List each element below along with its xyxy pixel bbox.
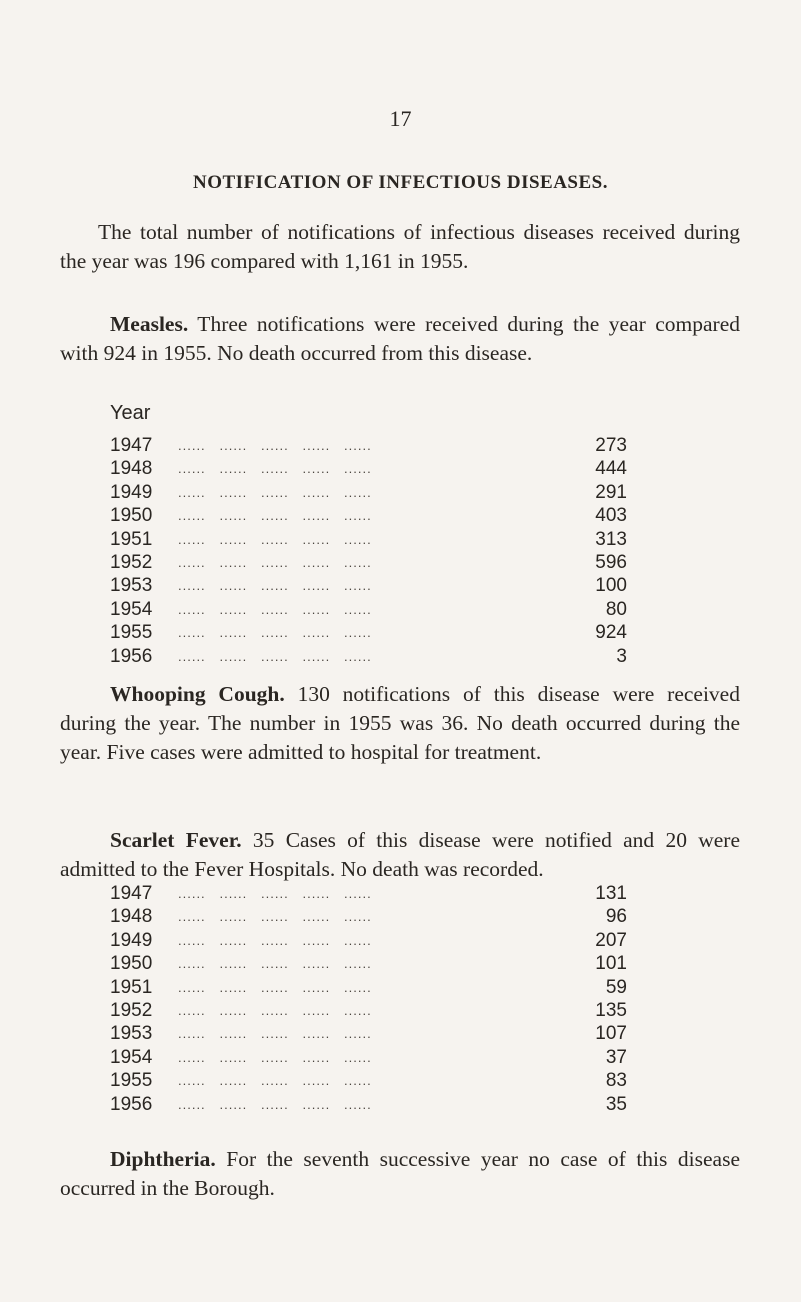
measles-paragraph	[60, 310, 740, 368]
table-row	[110, 1046, 627, 1069]
count-cell: 291	[595, 481, 627, 503]
count-cell: 207	[595, 929, 627, 951]
diphtheria-text: For the seventh successive year no case of this disease occurred in the Borough.	[60, 1147, 740, 1200]
dot-leader: ...... ...... ...... ...... ......	[178, 1096, 372, 1112]
year-cell: 1948	[110, 458, 153, 480]
count-cell: 59	[605, 976, 627, 998]
count-cell: 131	[595, 883, 627, 904]
table-row	[110, 434, 627, 457]
year-cell: 1956	[110, 1093, 153, 1115]
scarlet-fever-text: 35 Cases of this disease were notified and 20 were admitted to the Fever Hospitals. No death was recorded.	[60, 828, 740, 881]
year-cell: 1947	[110, 435, 153, 456]
count-cell: 403	[595, 505, 627, 527]
table-row	[110, 952, 627, 975]
diphtheria-lead: Diphtheria.	[110, 1147, 216, 1171]
dot-leader: ...... ...... ...... ...... ......	[178, 1073, 372, 1089]
table-row	[110, 528, 627, 551]
year-cell: 1954	[110, 598, 153, 620]
dot-leader: ...... ...... ...... ...... ......	[178, 578, 372, 594]
count-cell: 273	[595, 435, 627, 456]
year-cell: 1954	[110, 1046, 153, 1068]
dot-leader: ...... ...... ...... ...... ......	[178, 484, 372, 500]
count-cell: 100	[595, 575, 627, 597]
table-row	[110, 976, 627, 999]
dot-leader: ...... ...... ...... ...... ......	[178, 438, 372, 453]
dot-leader: ...... ...... ...... ...... ......	[178, 932, 372, 948]
year-cell: 1956	[110, 645, 153, 667]
count-cell: 83	[605, 1070, 627, 1092]
dot-leader: ...... ...... ...... ...... ......	[178, 979, 372, 995]
count-cell: 444	[595, 458, 627, 480]
dot-leader: ...... ...... ...... ...... ......	[178, 625, 372, 641]
measles-table	[110, 434, 627, 668]
year-cell: 1951	[110, 976, 153, 998]
year-cell: 1951	[110, 528, 153, 550]
table-row	[110, 882, 627, 905]
dot-leader: ...... ...... ...... ...... ......	[178, 648, 372, 664]
table-row	[110, 457, 627, 480]
year-cell: 1953	[110, 575, 153, 597]
year-column-heading: Year	[110, 402, 151, 424]
year-cell: 1955	[110, 1070, 153, 1092]
table-row	[110, 905, 627, 928]
dot-leader: ...... ...... ...... ...... ......	[178, 886, 372, 901]
table-row	[110, 1022, 627, 1045]
dot-leader: ...... ...... ...... ...... ......	[178, 1002, 372, 1018]
measles-lead: Measles.	[110, 312, 189, 336]
count-cell: 101	[595, 953, 627, 975]
year-cell: 1948	[110, 906, 153, 928]
count-cell: 313	[595, 528, 627, 550]
diphtheria-paragraph	[60, 1145, 740, 1203]
table-row	[110, 999, 627, 1022]
year-cell: 1952	[110, 551, 153, 573]
dot-leader: ...... ...... ...... ...... ......	[178, 909, 372, 925]
table-row	[110, 504, 627, 527]
dot-leader: ...... ...... ...... ...... ......	[178, 956, 372, 972]
year-cell: 1950	[110, 953, 153, 975]
year-cell: 1949	[110, 481, 153, 503]
count-cell: 37	[605, 1046, 627, 1068]
dot-leader: ...... ...... ...... ...... ......	[178, 1049, 372, 1065]
table-row	[110, 929, 627, 952]
year-cell: 1953	[110, 1023, 153, 1045]
year-cell: 1949	[110, 929, 153, 951]
count-cell: 80	[605, 598, 627, 620]
table-row	[110, 621, 627, 644]
page-title: NOTIFICATION OF INFECTIOUS DISEASES.	[193, 172, 608, 193]
count-cell: 135	[595, 999, 627, 1021]
count-cell: 107	[595, 1023, 627, 1045]
whooping-cough-text: 130 notifications of this disease were received during the year. The number in 1955 was 36. No death occurred during the year. Five cases were admitted to hospital for treatment.	[60, 682, 740, 764]
table-row	[110, 574, 627, 597]
table-row	[110, 481, 627, 504]
count-cell: 3	[616, 645, 627, 667]
dot-leader: ...... ...... ...... ...... ......	[178, 554, 372, 570]
dot-leader: ...... ...... ...... ...... ......	[178, 531, 372, 547]
year-cell: 1955	[110, 622, 153, 644]
count-cell: 924	[595, 622, 627, 644]
dot-leader: ...... ...... ...... ...... ......	[178, 461, 372, 477]
year-cell: 1947	[110, 883, 153, 904]
dot-leader: ...... ...... ...... ...... ......	[178, 1026, 372, 1042]
count-cell: 96	[605, 906, 627, 928]
whooping-cough-lead: Whooping Cough.	[110, 682, 285, 706]
count-cell: 596	[595, 551, 627, 573]
table-row	[110, 1069, 627, 1092]
table-row	[110, 598, 627, 621]
page-number: 17	[389, 106, 412, 131]
table-row	[110, 1093, 627, 1116]
scarlet-fever-table	[110, 882, 627, 1116]
intro-paragraph: The total number of notifications of infectious diseases received during the year was 196 compared with 1,161 in 1955.	[60, 220, 740, 273]
dot-leader: ...... ...... ...... ...... ......	[178, 601, 372, 617]
scarlet-fever-lead: Scarlet Fever.	[110, 828, 242, 852]
count-cell: 35	[605, 1093, 627, 1115]
whooping-cough-paragraph	[60, 680, 740, 767]
year-cell: 1952	[110, 999, 153, 1021]
year-cell: 1950	[110, 505, 153, 527]
dot-leader: ...... ...... ...... ...... ......	[178, 508, 372, 524]
measles-text: Three notifications were received during the year compared with 924 in 1955. No death occurred from this disease.	[60, 312, 740, 365]
table-row	[110, 551, 627, 574]
table-row	[110, 645, 627, 668]
scarlet-fever-paragraph	[60, 826, 740, 884]
